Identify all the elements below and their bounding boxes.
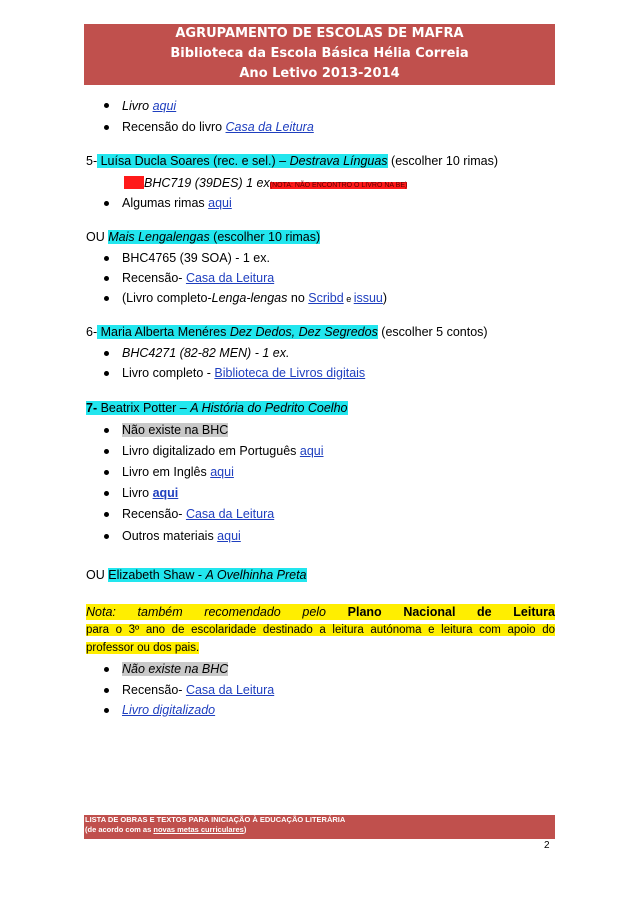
header-school-group: AGRUPAMENTO DE ESCOLAS DE MAFRA: [175, 26, 464, 41]
link-novas-metas[interactable]: novas metas curriculares: [153, 825, 244, 834]
link-livro-ingles[interactable]: aqui: [210, 465, 234, 479]
list-item: Livro aqui: [122, 99, 177, 113]
link-issuu[interactable]: issuu: [353, 291, 383, 305]
nota-line-2: para o 3º ano de escolaridade destinado a leitura autónoma e leitura com apoio do: [86, 624, 555, 636]
footer-title: LISTA DE OBRAS E TEXTOS PARA INICIAÇÃO À EDUCAÇÃO LITERÁRIA: [85, 815, 346, 824]
link-outros-materiais[interactable]: aqui: [217, 529, 241, 543]
list-item: Não existe na BHC: [122, 423, 229, 437]
bullet-icon: [104, 449, 109, 454]
list-item: Outros materiais aqui: [122, 529, 241, 543]
bullet-icon: [104, 351, 109, 356]
header-library: Biblioteca da Escola Básica Hélia Correia: [170, 46, 469, 61]
bullet-icon: [104, 708, 109, 713]
list-item: Livro em Inglês aqui: [122, 465, 234, 479]
note-not-found: (NOTA: NÃO ENCONTRO O LIVRO NA BE): [269, 182, 408, 189]
bullet-icon: [104, 125, 109, 130]
list-item: Livro completo - Biblioteca de Livros digitais: [122, 366, 366, 380]
link-scribd[interactable]: Scribd: [308, 291, 344, 305]
link-rimas-aqui[interactable]: aqui: [208, 196, 232, 210]
bullet-icon: [104, 667, 109, 672]
nota-line-1: Nota: também recomendado pelo Plano Nacional de Leitura: [86, 605, 555, 619]
list-item: Livro aqui: [122, 486, 179, 500]
list-item: Recensão do livro Casa da Leitura: [122, 120, 314, 134]
link-biblioteca-livros-digitais[interactable]: Biblioteca de Livros digitais: [214, 366, 366, 380]
list-item: Algumas rimas aqui: [122, 196, 232, 210]
bullet-icon: [104, 470, 109, 475]
bullet-icon: [104, 201, 109, 206]
page-header: [84, 24, 555, 85]
link-livro-aqui[interactable]: aqui: [152, 486, 179, 500]
list-item: BHC4271 (82-82 MEN) - 1 ex.: [122, 346, 290, 360]
section-5-heading: 5- Luísa Ducla Soares (rec. e sel.) – Destrava Línguas (escolher 10 rimas): [86, 154, 499, 168]
link-livro-digitalizado[interactable]: Livro digitalizado: [122, 703, 216, 717]
nota-line-3: professor ou dos pais.: [86, 642, 200, 654]
list-item: BHC4765 (39 SOA) - 1 ex.: [122, 251, 270, 265]
list-item: (Livro completo-Lenga-lengas no Scribd e issuu): [122, 291, 388, 305]
page-number: 2: [544, 840, 550, 851]
list-item: Recensão- Casa da Leitura: [122, 507, 275, 521]
section-6-heading: 6- Maria Alberta Menéres Dez Dedos, Dez Segredos (escolher 5 contos): [86, 325, 488, 339]
page-footer: [84, 815, 555, 839]
bullet-icon: [104, 371, 109, 376]
bullet-icon: [104, 491, 109, 496]
bullet-icon: [104, 103, 109, 108]
alternative-heading: OU Elizabeth Shaw - A Ovelhinha Preta: [86, 568, 307, 582]
list-item: Livro digitalizado em Português aqui: [122, 444, 324, 458]
alternative-heading: OU Mais Lengalengas (escolher 10 rimas): [86, 230, 321, 244]
bullet-icon: [104, 534, 109, 539]
book-code-line: BHC719 (39DES) 1 ex(NOTA: NÃO ENCONTRO O LIVRO NA BE): [124, 175, 407, 194]
list-item: Recensão- Casa da Leitura: [122, 271, 275, 285]
footer-subtitle: (de acordo com as novas metas curriculares): [85, 825, 247, 834]
bullet-icon: [104, 296, 109, 301]
bullet-icon: [104, 276, 109, 281]
link-casa-da-leitura[interactable]: Casa da Leitura: [185, 507, 275, 521]
link-livro-portugues[interactable]: aqui: [299, 444, 324, 458]
link-livro-aqui[interactable]: aqui: [152, 99, 177, 113]
bullet-icon: [104, 428, 109, 433]
bullet-icon: [104, 688, 109, 693]
bullet-icon: [104, 512, 109, 517]
bullet-icon: [104, 256, 109, 261]
list-item: Recensão- Casa da Leitura: [122, 683, 275, 697]
list-item: Não existe na BHC: [122, 662, 229, 676]
section-7-heading: 7- Beatrix Potter – A História do Pedrito Coelho: [86, 401, 348, 415]
header-school-year: Ano Letivo 2013-2014: [239, 66, 400, 81]
link-casa-da-leitura[interactable]: Casa da Leitura: [225, 120, 314, 134]
list-item: [122, 702, 215, 718]
link-casa-da-leitura[interactable]: Casa da Leitura: [185, 683, 275, 697]
link-casa-da-leitura[interactable]: Casa da Leitura: [185, 271, 275, 285]
